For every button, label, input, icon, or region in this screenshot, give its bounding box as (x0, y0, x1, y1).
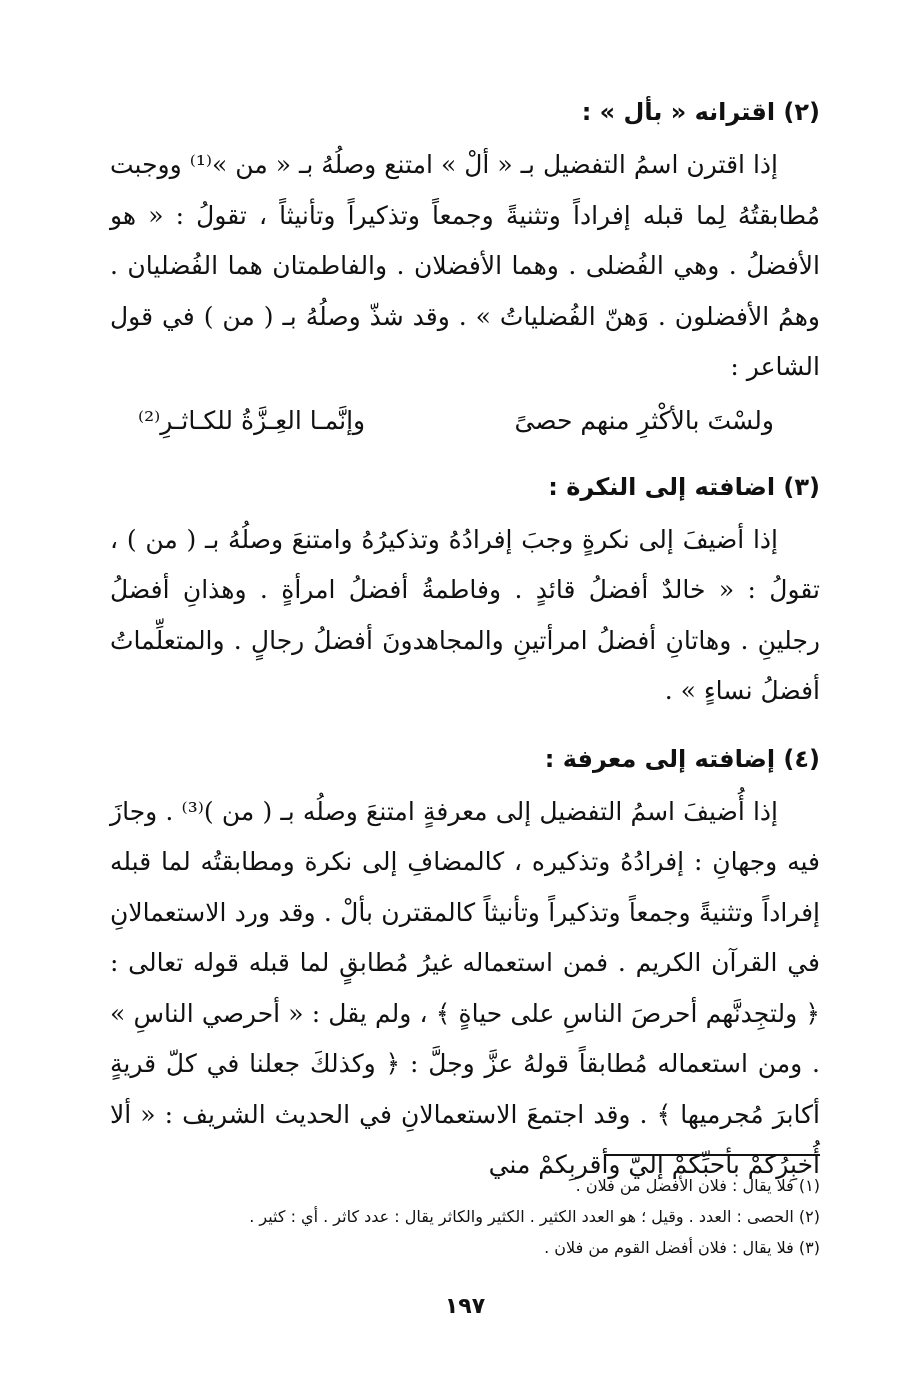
footnotes-list (110, 1170, 820, 1263)
section-paragraph-idafatuhu-ila-marifa: إذا أُضيفَ اسمُ التفضيل إلى معرفةٍ امتنعَ وصلُه بـ ( من )⁽³⁾ . وجازَ فيه وجهانِ : إفرادُهُ وتذكيره ، كالمضافِ إلى نكرة ومطابقتُه لما قبله إفراداً وتثنيةً وجمعاً وتذكيراً وتأنيثاً كالمقترن بألْ . وقد ورد الاستعمالانِ في القرآن الكريم . فمن استعماله غيرُ مُطابقٍ لما قبله قوله تعالى : ﴿ ولتجِدنَّهم أحرصَ الناسِ على حياةٍ ﴾ ، ولم يقل : « أحرصي الناسِ » . ومن استعماله مُطابقاً قولهُ عزَّ وجلَّ : ﴿ وكذلكَ جعلنا في كلّ قريةٍ أكابرَ مُجرميها ﴾ . وقد اجتمعَ الاستعمالانِ في الحديث الشريف : « ألا أُخبِرُكمْ بأحبِّكمْ إليّ وأقربِكمْ مني (110, 796, 820, 1179)
section-heading-idafatuhu-ila-marifa: (٤) إضافته إلى معرفة : (544, 744, 820, 773)
footnote-divider (605, 1154, 820, 1156)
verse-second-hemistich: وإنَّمـا العِـزَّةُ للكـاثـرِ⁽²⁾ (138, 405, 366, 435)
verse-first-hemistich: ولسْتَ بالأكْثرِ منهم حصىً (514, 405, 774, 435)
book-page (110, 92, 820, 1385)
footnote-item: (٣) فلا يقال : فلان أفضل القوم من فلان . (544, 1238, 820, 1257)
section-paragraph-idafatuhu-ila-nakira: إذا أضيفَ إلى نكرةٍ وجبَ إفرادُهُ وتذكيرُهُ وامتنعَ وصلُهُ بـ ( من ) ، تقولُ : « خالدٌ أفضلُ قائدٍ . وفاطمةُ أفضلُ امرأةٍ . وهذانِ أفضلُ رجلينِ . وهاتانِ أفضلُ امرأتينِ والمجاهدونَ أفضلُ رجالٍ . والمتعلِّماتُ أفضلُ نساءٍ » . (110, 524, 820, 705)
footnote-item: (١) فلا يقال : فلان الأفضل من فلان . (575, 1176, 820, 1195)
section-heading-iqtiranuhu-bi-al: (٢) اقترانه « بأل » : (581, 98, 820, 126)
page-number: ١٩٧ (444, 1294, 486, 1319)
poetry-verse (138, 395, 774, 447)
section-paragraph-iqtiranuhu-bi-al: إذا اقترن اسمُ التفضيل بـ « ألْ » امتنع وصلُهُ بـ « من »⁽¹⁾ ووجبت مُطابقتُهُ لِما قبله إفراداً وتثنيةً وجمعاً وتذكيراً وتأنيثاً ، تقولُ : « هو الأفضلُ . وهي الفُضلى . وهما الأفضلان . والفاطمتان هما الفُضليان . وهمُ الأفضلون . وَهنّ الفُضلياتُ » . وقد شذّ وصلُهُ بـ ( من ) في قول الشاعر : (110, 150, 820, 381)
section-heading-idafatuhu-ila-nakira: (٣) اضافته إلى النكرة : (548, 472, 820, 501)
footnote-item: (٢) الحصى : العدد . وقيل ؛ هو العدد الكثير . الكثير والكاثر يقال : عدد كاثر . أي : كثير . (249, 1207, 820, 1226)
